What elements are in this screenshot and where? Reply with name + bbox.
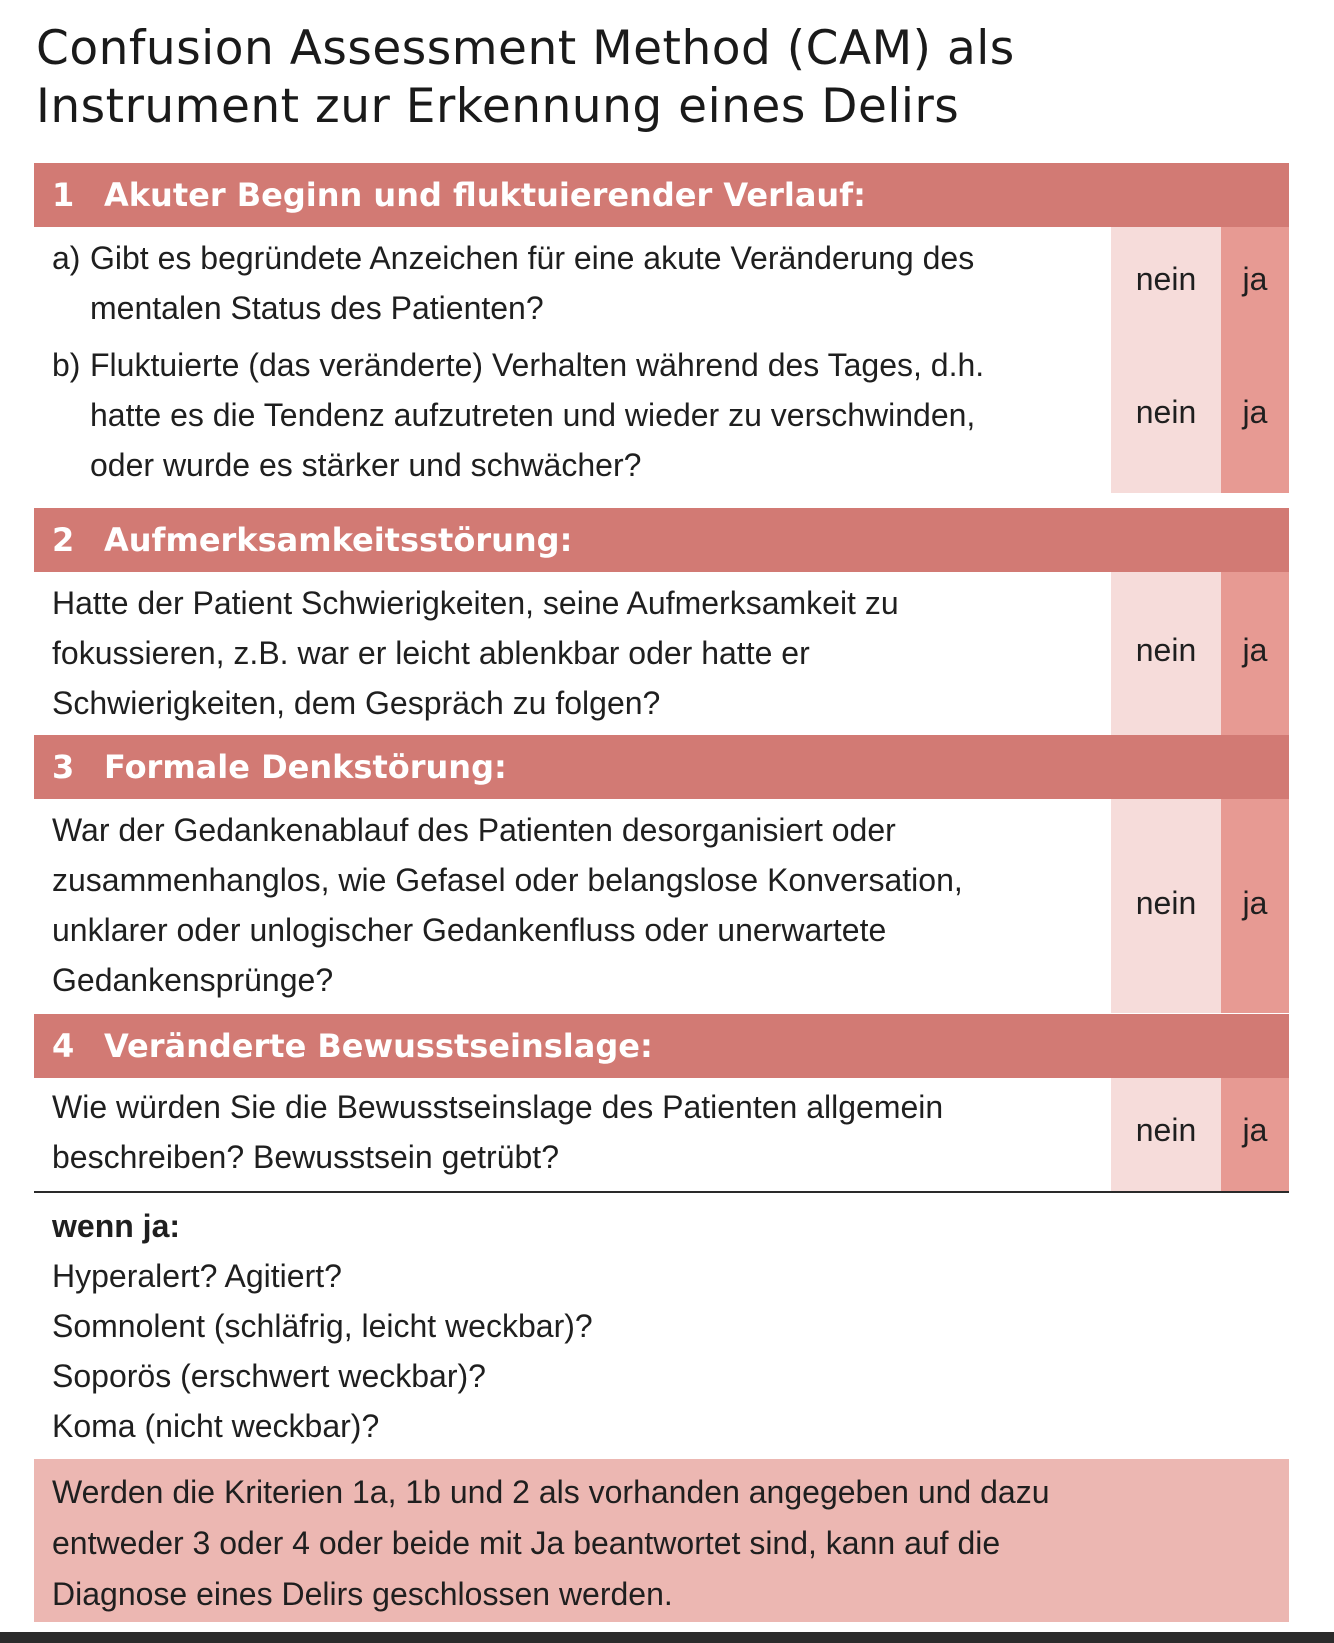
question-label: b) (52, 347, 81, 383)
if-yes-item: Soporös (erschwert weckbar)? (52, 1358, 486, 1394)
question-text (52, 340, 1102, 490)
answer-no-label: nein (1135, 394, 1197, 430)
question-line: Schwierigkeiten, dem Gespräch zu folgen? (52, 685, 661, 721)
section-4-header (34, 1014, 1289, 1078)
answer-yes-label: ja (1242, 261, 1268, 297)
answer-yes-option[interactable] (1221, 338, 1289, 493)
answer-no-label: nein (1135, 632, 1197, 668)
answer-yes-label: ja (1242, 394, 1268, 430)
answer-yes-label: ja (1242, 632, 1268, 668)
if-yes-item: Koma (nicht weckbar)? (52, 1408, 380, 1444)
question-line: Fluktuierte (das veränderte) Verhalten während des Tages, d.h. (90, 347, 985, 383)
answer-yes-label: ja (1242, 885, 1268, 921)
question-text (52, 233, 1102, 333)
answer-no-option[interactable] (1111, 1078, 1221, 1191)
question-line: Gedankensprünge? (52, 962, 334, 998)
question-line: Wie würden Sie die Bewusstseinslage des Patienten allgemein (52, 1089, 944, 1125)
bottom-border (0, 1632, 1334, 1643)
question-line: hatte es die Tendenz aufzutreten und wieder zu verschwinden, (90, 397, 976, 433)
section-number: 3 (52, 748, 75, 786)
section-number: 4 (52, 1027, 75, 1065)
conclusion-line: entweder 3 oder 4 oder beide mit Ja beantwortet sind, kann auf die (52, 1525, 1001, 1561)
cam-form (34, 163, 1289, 1623)
answer-no-option[interactable] (1111, 227, 1221, 338)
conclusion-line: Werden die Kriterien 1a, 1b und 2 als vorhanden angegeben und dazu (52, 1474, 1050, 1510)
question-line: zusammenhanglos, wie Gefasel oder belangslose Konversation, (52, 862, 963, 898)
question-line: beschreiben? Bewusstsein getrübt? (52, 1139, 559, 1175)
conclusion-text (52, 1467, 1049, 1620)
answer-no-label: nein (1135, 885, 1197, 921)
answer-yes-option[interactable] (1221, 572, 1289, 735)
if-yes-block (52, 1201, 593, 1451)
conclusion-line: Diagnose eines Delirs geschlossen werden. (52, 1576, 673, 1612)
section-1-header (34, 163, 1289, 227)
section-number: 1 (52, 176, 75, 214)
section-title: Veränderte Bewusstseinslage: (104, 1027, 653, 1065)
question-4 (34, 1078, 1289, 1191)
answer-no-option[interactable] (1111, 572, 1221, 735)
section-title: Akuter Beginn und fluktuierender Verlauf: (104, 176, 866, 214)
section-title: Aufmerksamkeitsstörung: (104, 521, 573, 559)
title-line-2: Instrument zur Erkennung eines Delirs (36, 79, 960, 134)
question-line: unklarer oder unlogischer Gedankenfluss oder unerwartete (52, 912, 887, 948)
section-2-header (34, 508, 1289, 572)
section-title: Formale Denkstörung: (104, 748, 507, 786)
answer-no-option[interactable] (1111, 799, 1221, 1013)
question-line: War der Gedankenablauf des Patienten desorganisiert oder (52, 812, 896, 848)
question-1a (34, 227, 1289, 338)
title-line-1: Confusion Assessment Method (CAM) als (36, 21, 1015, 76)
answer-yes-option[interactable] (1221, 227, 1289, 338)
answer-no-option[interactable] (1111, 338, 1221, 493)
question-line: Gibt es begründete Anzeichen für eine akute Veränderung des (90, 240, 975, 276)
conclusion-box (34, 1459, 1289, 1622)
question-line: fokussieren, z.B. war er leicht ablenkbar oder hatte er (52, 635, 810, 671)
question-line: mentalen Status des Patienten? (90, 290, 544, 326)
question-text (52, 578, 1102, 728)
section-number: 2 (52, 521, 75, 559)
question-text (52, 1082, 1102, 1182)
answer-no-label: nein (1135, 1112, 1197, 1148)
question-line: oder wurde es stärker und schwächer? (90, 447, 642, 483)
answer-yes-label: ja (1242, 1112, 1268, 1148)
question-text (52, 805, 1102, 1005)
divider (34, 1191, 1289, 1193)
page-title (36, 20, 1276, 136)
answer-no-label: nein (1135, 261, 1197, 297)
if-yes-item: Hyperalert? Agitiert? (52, 1258, 342, 1294)
answer-yes-option[interactable] (1221, 1078, 1289, 1191)
section-3-header (34, 735, 1289, 799)
if-yes-heading: wenn ja: (52, 1208, 181, 1244)
answer-yes-option[interactable] (1221, 799, 1289, 1013)
question-label: a) (52, 240, 81, 276)
if-yes-item: Somnolent (schläfrig, leicht weckbar)? (52, 1308, 593, 1344)
question-2 (34, 572, 1289, 735)
question-3 (34, 799, 1289, 1013)
question-line: Hatte der Patient Schwierigkeiten, seine Aufmerksamkeit zu (52, 585, 899, 621)
question-1b (34, 338, 1289, 493)
